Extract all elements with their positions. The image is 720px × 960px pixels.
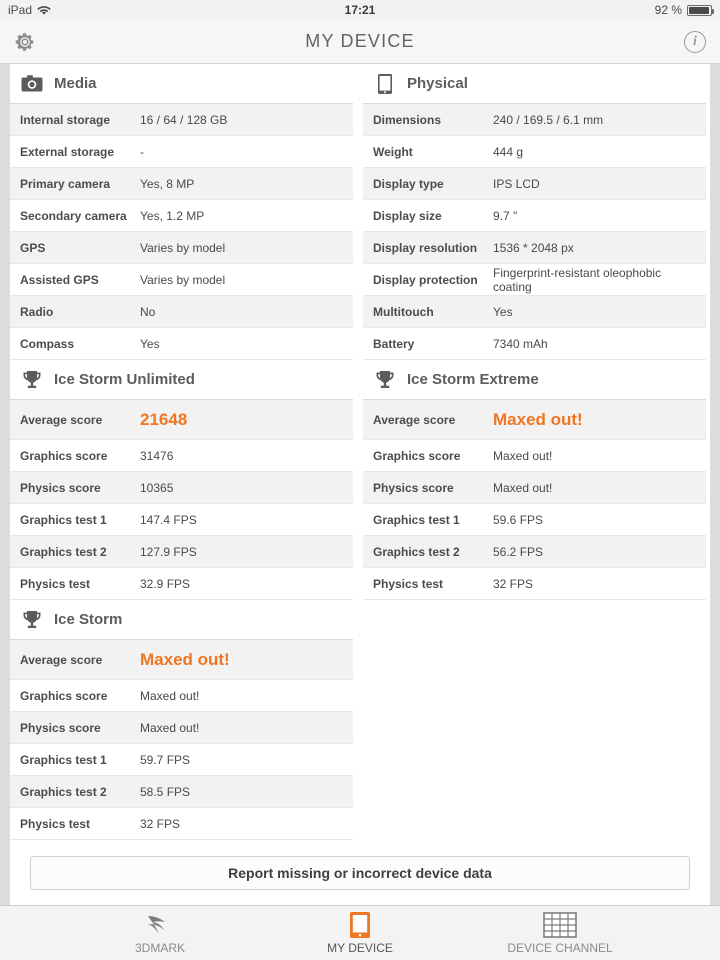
row-value: 444 g: [493, 144, 524, 159]
section-title: Media: [54, 75, 97, 92]
row-key: Primary camera: [20, 176, 111, 191]
tablet-icon: [373, 72, 397, 96]
table-row: [10, 264, 353, 296]
content-sheet: [10, 64, 710, 905]
status-bar: [0, 0, 720, 20]
table-row: [10, 136, 353, 168]
3dmark-logo-icon: [145, 911, 175, 939]
row-value: 127.9 FPS: [140, 544, 197, 559]
table-row: [363, 440, 706, 472]
row-key: Display resolution: [373, 240, 478, 255]
row-value: No: [140, 304, 156, 319]
left-column: [10, 64, 353, 840]
table-row: [10, 680, 353, 712]
table-row: [10, 568, 353, 600]
row-key: Battery: [373, 336, 415, 351]
row-key: Physics test: [20, 816, 91, 831]
table-row: [363, 472, 706, 504]
tab-label: DEVICE CHANNEL: [507, 941, 613, 955]
row-key: Graphics test 2: [20, 544, 107, 559]
row-value: 59.7 FPS: [140, 752, 191, 767]
table-row: [363, 536, 706, 568]
battery-percent-label: 92 %: [654, 3, 682, 17]
row-key: Graphics score: [20, 448, 108, 463]
table-row: [363, 136, 706, 168]
row-value-score: 21648: [140, 409, 188, 429]
tab-bar: [0, 905, 720, 960]
section-title: Ice Storm Extreme: [407, 371, 539, 388]
row-key: Physics score: [20, 480, 101, 495]
table-row: [363, 568, 706, 600]
row-value: 58.5 FPS: [140, 784, 191, 799]
row-value: 7340 mAh: [493, 336, 548, 351]
table-row: [10, 400, 353, 440]
row-value: Maxed out!: [493, 448, 553, 463]
row-key: Secondary camera: [20, 208, 127, 223]
row-key: External storage: [20, 144, 115, 159]
table-row: [363, 400, 706, 440]
table-row: [363, 504, 706, 536]
battery-icon: [687, 5, 712, 16]
row-value: Yes, 8 MP: [140, 176, 195, 191]
two-column-layout: [10, 64, 710, 840]
row-key: Display size: [373, 208, 442, 223]
row-value: 31476: [140, 448, 174, 463]
table-row: [10, 744, 353, 776]
table-row: [363, 328, 706, 360]
table-row: [363, 168, 706, 200]
section-ice-storm-extreme: [363, 360, 706, 600]
scroll-content[interactable]: [0, 64, 720, 905]
row-value: 9.7 ": [493, 208, 518, 223]
table-row: [10, 640, 353, 680]
trophy-icon: [20, 608, 44, 632]
row-value: 32 FPS: [140, 816, 181, 831]
row-value: 32 FPS: [493, 576, 534, 591]
navigation-bar: [0, 20, 720, 64]
grid-icon: [543, 911, 577, 939]
row-key: Average score: [20, 412, 103, 427]
row-value: 59.6 FPS: [493, 512, 544, 527]
row-value: 1536 * 2048 px: [493, 240, 574, 255]
row-key: Physics score: [373, 480, 454, 495]
row-value: 147.4 FPS: [140, 512, 197, 527]
section-ice-storm: [10, 600, 353, 840]
row-key: Graphics test 2: [373, 544, 460, 559]
trophy-icon: [20, 368, 44, 392]
row-value: Yes: [493, 304, 513, 319]
table-row: [10, 328, 353, 360]
row-value: 56.2 FPS: [493, 544, 544, 559]
row-value: Maxed out!: [140, 720, 200, 735]
right-column: [363, 64, 706, 840]
tab-3dmark[interactable]: [90, 911, 230, 955]
row-value: 10365: [140, 480, 174, 495]
table-row: [363, 200, 706, 232]
table-row: [10, 472, 353, 504]
table-row: [10, 168, 353, 200]
table-row: [10, 712, 353, 744]
table-row: [363, 232, 706, 264]
page-title: MY DEVICE: [305, 31, 415, 51]
row-key: Physics test: [20, 576, 91, 591]
row-key: Graphics test 1: [373, 512, 460, 527]
report-section: [10, 840, 710, 890]
row-key: Graphics test 1: [20, 752, 107, 767]
row-key: Graphics test 1: [20, 512, 107, 527]
row-key: Graphics score: [20, 688, 108, 703]
device-icon: [349, 911, 371, 939]
status-bar-right: [655, 3, 712, 17]
table-row: [10, 296, 353, 328]
table-row: [10, 536, 353, 568]
row-key: Physics test: [373, 576, 444, 591]
row-value: Maxed out!: [140, 688, 200, 703]
trophy-icon: [373, 368, 397, 392]
row-key: Display type: [373, 176, 444, 191]
section-title: Ice Storm Unlimited: [54, 371, 195, 388]
row-value: Yes: [140, 336, 160, 351]
tab-label: 3DMARK: [134, 941, 185, 955]
row-value: IPS LCD: [493, 176, 540, 191]
settings-button[interactable]: [14, 31, 36, 53]
row-value: Maxed out!: [493, 480, 553, 495]
row-key: GPS: [20, 240, 46, 255]
row-value: Yes, 1.2 MP: [140, 208, 205, 223]
section-header-media: [10, 64, 353, 104]
row-key: Radio: [20, 304, 54, 319]
row-value: 32.9 FPS: [140, 576, 191, 591]
row-key: Average score: [373, 412, 456, 427]
row-key: Compass: [20, 336, 75, 351]
row-value: -: [140, 144, 144, 159]
table-row: [10, 200, 353, 232]
carrier-label: iPad: [8, 3, 33, 17]
table-row: [10, 440, 353, 472]
table-row: [10, 232, 353, 264]
row-value: 240 / 169.5 / 6.1 mm: [493, 112, 604, 127]
camera-icon: [20, 72, 44, 96]
table-row: [10, 504, 353, 536]
tab-device-channel[interactable]: [490, 911, 630, 955]
row-key: Multitouch: [373, 304, 434, 319]
row-key: Graphics test 2: [20, 784, 107, 799]
section-media: [10, 64, 353, 360]
section-header-physical: [363, 64, 706, 104]
table-row: [10, 808, 353, 840]
section-header-ice-storm-extreme: [363, 360, 706, 400]
tab-label: MY DEVICE: [327, 941, 393, 955]
row-value-score: Maxed out!: [493, 409, 583, 429]
section-title: Ice Storm: [54, 611, 123, 628]
row-key: Assisted GPS: [20, 272, 99, 287]
table-row: [10, 776, 353, 808]
section-physical: [363, 64, 706, 360]
row-key: Weight: [373, 144, 413, 159]
row-key: Average score: [20, 652, 103, 667]
row-key: Graphics score: [373, 448, 461, 463]
info-icon: i: [684, 31, 706, 53]
gear-icon: [14, 31, 36, 53]
section-title: Physical: [407, 75, 468, 92]
table-row: [363, 264, 706, 296]
row-value: Fingerprint-resistant oleophobic coating: [493, 265, 662, 294]
row-value: Varies by model: [140, 240, 226, 255]
table-row: [363, 296, 706, 328]
status-bar-clock: 17:21: [344, 3, 376, 17]
row-value: 16 / 64 / 128 GB: [140, 112, 228, 127]
report-missing-data-button[interactable]: Report missing or incorrect device data: [30, 856, 690, 890]
row-key: Dimensions: [373, 112, 442, 127]
table-row: [363, 104, 706, 136]
table-row: [10, 104, 353, 136]
section-header-ice-storm: [10, 600, 353, 640]
info-button[interactable]: [684, 31, 706, 53]
section-header-ice-storm-unlimited: [10, 360, 353, 400]
row-key: Display protection: [373, 272, 478, 287]
section-ice-storm-unlimited: [10, 360, 353, 600]
row-key: Physics score: [20, 720, 101, 735]
tab-my-device[interactable]: [290, 911, 430, 955]
row-value-score: Maxed out!: [140, 649, 230, 669]
row-value: Varies by model: [140, 272, 226, 287]
row-key: Internal storage: [20, 112, 111, 127]
